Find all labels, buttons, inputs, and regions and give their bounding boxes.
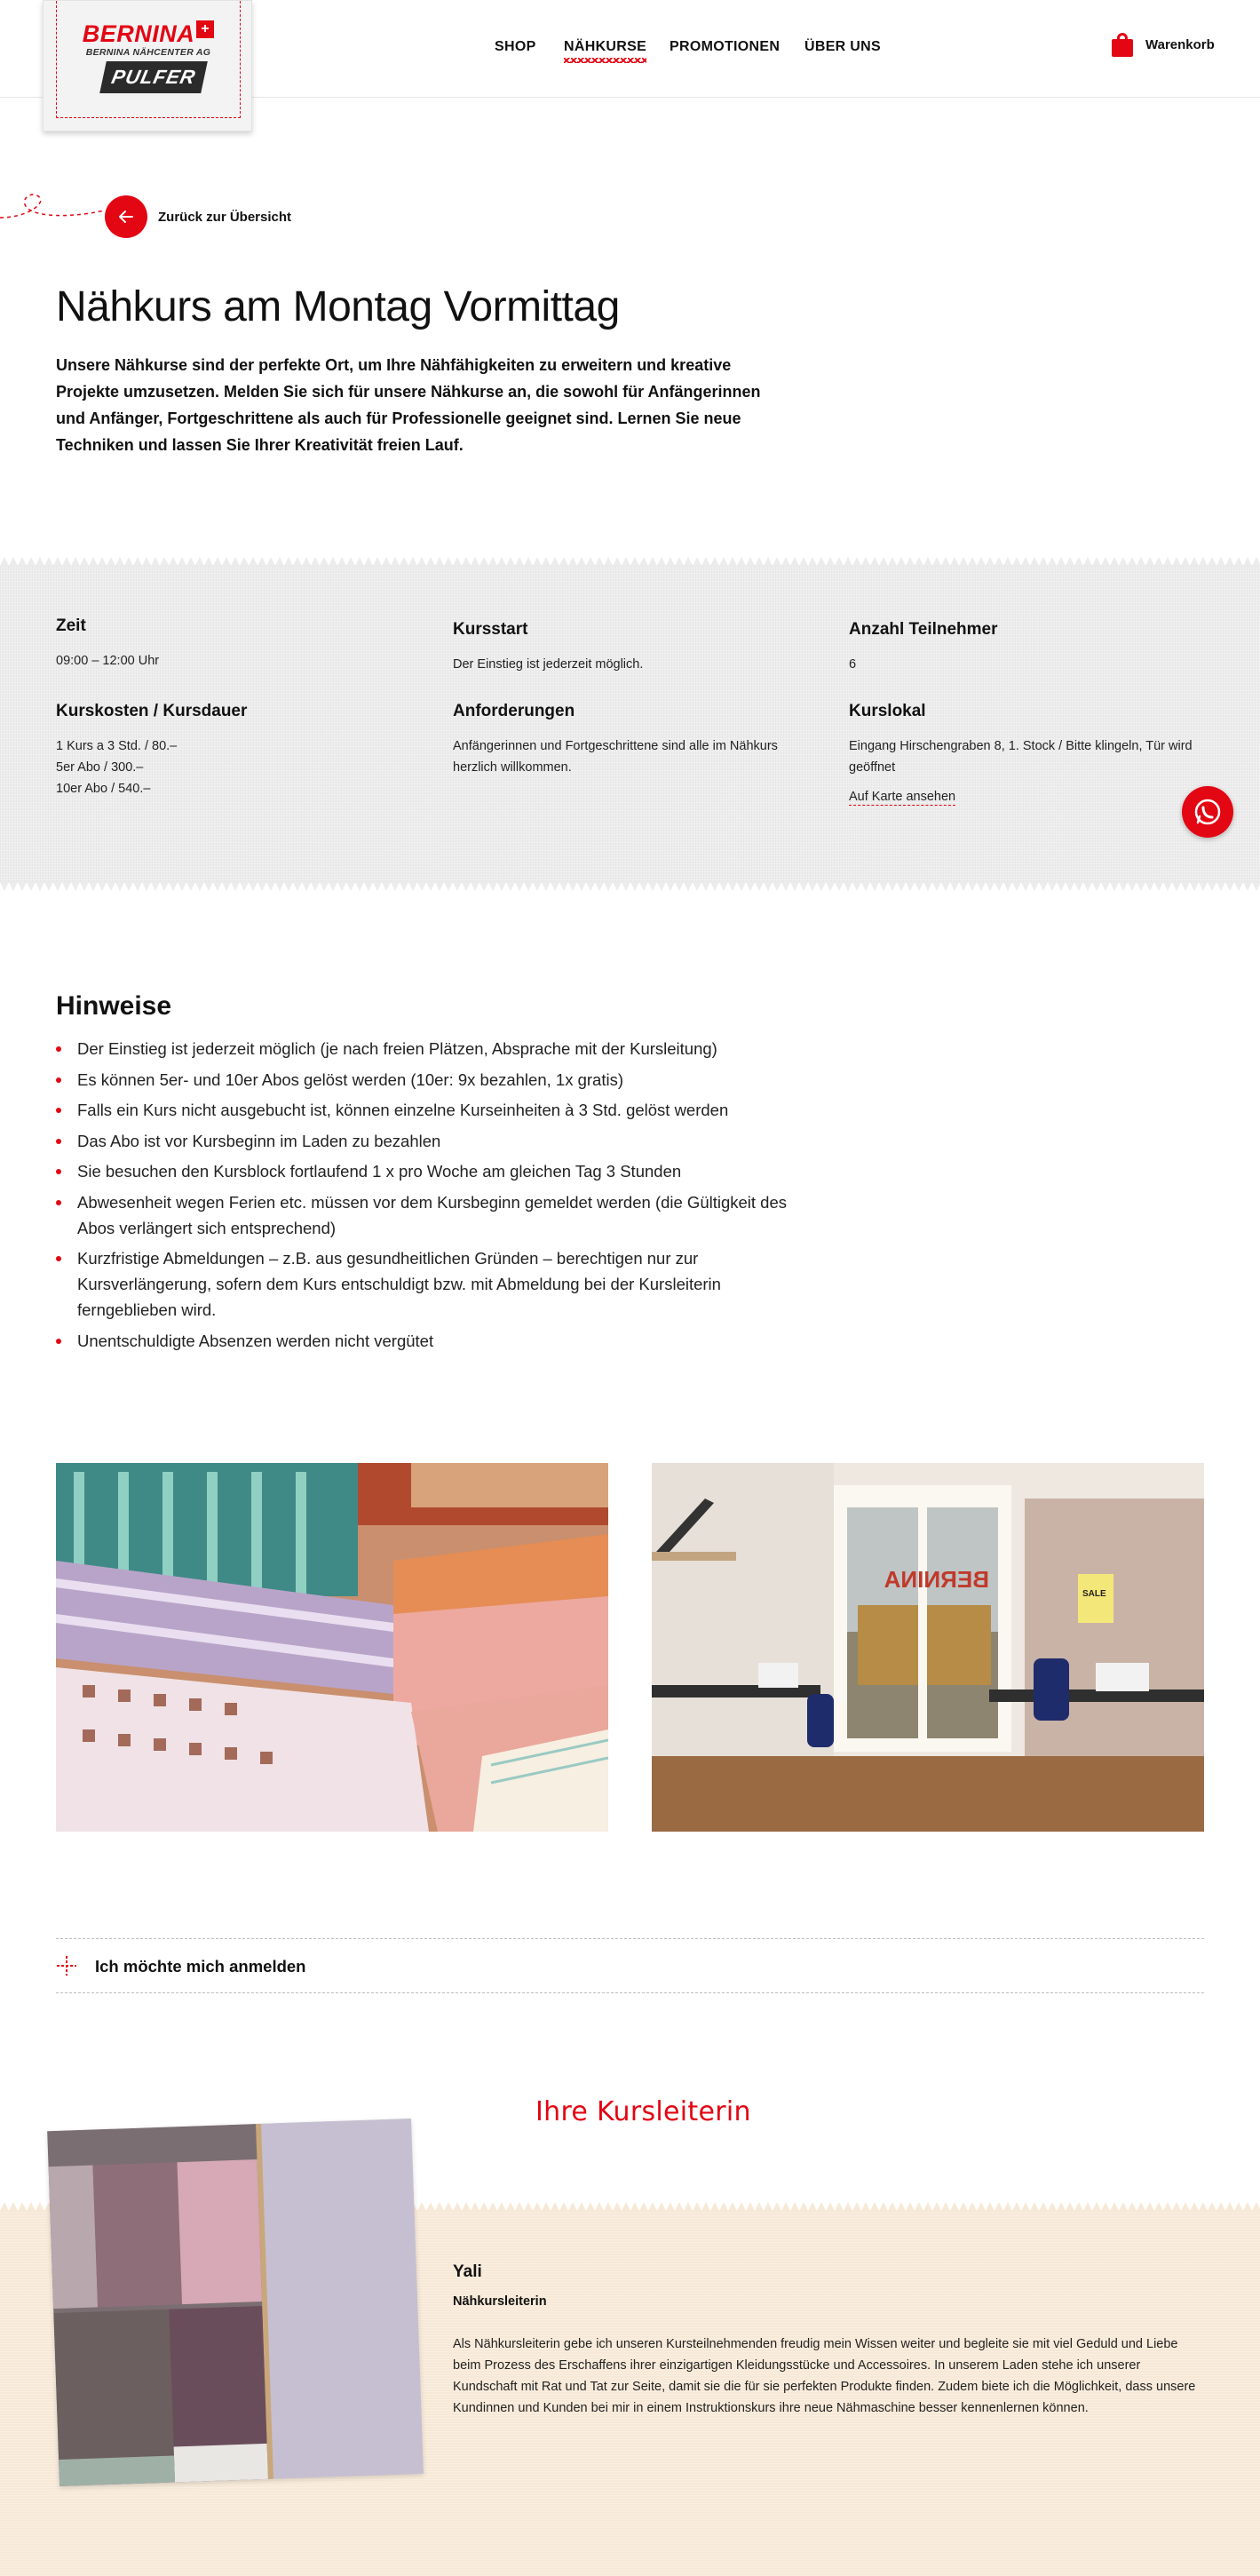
info-kosten-line: 1 Kurs a 3 Std. / 80.– [56, 739, 178, 753]
list-item: Das Abo ist vor Kursbeginn im Laden zu bezahlen [56, 1128, 811, 1154]
whatsapp-icon [1182, 786, 1233, 838]
info-anforderungen-label: Anforderungen [453, 702, 575, 720]
course-info-band [0, 565, 1260, 883]
info-kosten-line: 5er Abo / 300.– [56, 760, 144, 775]
instructor-name: Yali [453, 2262, 482, 2281]
nav-promotionen-label: PROMOTIONEN [670, 39, 781, 54]
map-link[interactable]: Auf Karte ansehen [849, 790, 956, 804]
info-anforderungen [453, 702, 817, 778]
list-item: Es können 5er- und 10er Abos gelöst werden (10er: 9x bezahlen, 1x gratis) [56, 1067, 811, 1093]
info-zeit-label: Zeit [56, 616, 86, 635]
nav-ueber-uns[interactable] [804, 39, 881, 55]
register-toggle[interactable] [56, 1938, 1204, 1993]
instructor-photo [47, 2119, 424, 2486]
nav-shop-label: SHOP [495, 39, 536, 54]
nav-naehkurse[interactable] [564, 39, 646, 63]
logo-sub: BERNINA NÄHCENTER AG [85, 47, 211, 58]
list-item: Abwesenheit wegen Ferien etc. müssen vor dem Kursbeginn gemeldet werden (die Gültigkeit des Abos verlängert sich entsprechend) [56, 1189, 811, 1241]
course-intro: Unsere Nähkurse sind der perfekte Ort, um Ihre Nähfähigkeiten zu erweitern und kreative Projekte umzusetzen. Melden Sie sich für unsere Nähkurse an, die sowohl für Anfängerinnen und Anfänger, Fortgeschrittene als auch für Professionelle geeignet sind. Lernen Sie neue Techniken und lassen Sie Ihrer Kreativität freien Lauf. [56, 356, 761, 454]
info-teilnehmer-value: 6 [849, 657, 857, 672]
info-teilnehmer [849, 620, 1204, 675]
page-title: Nähkurs am Montag Vormittag [56, 283, 620, 330]
info-kursstart-label: Kursstart [453, 620, 528, 639]
zigzag-bottom [0, 882, 1260, 893]
cart-button[interactable] [1112, 32, 1215, 57]
register-label: Ich möchte mich anmelden [95, 1957, 306, 1976]
logo-pulfer: PULFER [99, 61, 208, 93]
zigzag-top [0, 555, 1260, 566]
sale-sign-text: SALE [1082, 1589, 1106, 1599]
list-item: Falls ein Kurs nicht ausgebucht ist, können einzelne Kurseinheiten à 3 Std. gelöst werden [56, 1097, 811, 1123]
nav-promotionen[interactable] [670, 39, 780, 55]
site-header [0, 0, 1260, 98]
info-kosten-label: Kurskosten / Kursdauer [56, 702, 248, 720]
instructor-bio: Als Nähkursleiterin gebe ich unseren Kursteilnehmenden freudig mein Wissen weiter und begleite sie mit viel Geduld und Liebe beim Prozess des Erschaffens ihrer einzigartigen Kleidungsstücke und Accessoires. In unserem Laden stehe ich unserer Kundschaft mit Rat und Tat zur Seite, damit sie die für sie perfekten Produkte finden. Zudem biete ich die Möglichkeit, dass unsere Kundinnen und Kunden bei mir in einem Instruktionskurs ihre neue Nähmaschine besser kennenlernen können. [453, 2337, 1196, 2415]
classroom-image [652, 1463, 1204, 1832]
back-to-overview-link[interactable]: Zurück zur Übersicht [158, 210, 292, 225]
cart-label: Warenkorb [1145, 36, 1215, 52]
logo-frame [56, 1, 241, 118]
window-text: BERNINA [884, 1566, 989, 1593]
hinweise-list [56, 1036, 811, 1358]
info-kosten-line: 10er Abo / 540.– [56, 782, 151, 796]
hinweise-heading: Hinweise [56, 991, 172, 1021]
list-item: Sie besuchen den Kursblock fortlaufend 1 x pro Woche am gleichen Tag 3 Stunden [56, 1158, 811, 1184]
info-kursstart [453, 620, 808, 675]
info-zeit [56, 616, 393, 672]
info-kurslokal [849, 702, 1204, 805]
info-teilnehmer-label: Anzahl Teilnehmer [849, 620, 998, 639]
arrow-left-icon [115, 206, 137, 227]
nav-naehkurse-label: NÄHKURSE [564, 39, 646, 63]
info-kurslokal-value: Eingang Hirschengraben 8, 1. Stock / Bitte klingeln, Tür wird geöffnet [849, 739, 1193, 775]
swiss-cross-icon: + [196, 20, 214, 38]
shopping-bag-icon [1112, 32, 1133, 57]
nav-shop[interactable] [495, 39, 536, 55]
info-zeit-value: 09:00 – 12:00 Uhr [56, 654, 160, 668]
logo-brand [57, 20, 240, 48]
whatsapp-button[interactable] [1182, 786, 1233, 838]
back-arrow-button[interactable] [105, 195, 147, 238]
list-item: Der Einstieg ist jederzeit möglich (je nach freien Plätzen, Absprache mit der Kursleitung) [56, 1036, 811, 1061]
info-anforderungen-value: Anfängerinnen und Fortgeschrittene sind alle im Nähkurs herzlich willkommen. [453, 739, 778, 775]
instructor-section-title: Ihre Kursleiterin [535, 2096, 751, 2127]
info-kurslokal-label: Kurslokal [849, 702, 926, 720]
info-kursstart-value: Der Einstieg ist jederzeit möglich. [453, 657, 644, 672]
dashed-thread-decoration [0, 191, 115, 235]
info-kosten [56, 702, 393, 799]
fabric-stack-image [56, 1463, 608, 1832]
plus-dashed-icon [56, 1955, 77, 1976]
logo-brand-text: BERNINA [82, 20, 195, 47]
list-item: Unentschuldigte Absenzen werden nicht vergütet [56, 1328, 811, 1354]
nav-ueber-uns-label: ÜBER UNS [804, 39, 881, 54]
logo[interactable] [43, 0, 252, 131]
list-item: Kurzfristige Abmeldungen – z.B. aus gesundheitlichen Gründen – berechtigen nur zur Kursverlängerung, sofern dem Kurs entschuldigt bzw. mit Abmeldung bei der Kursleiterin ferngeblieben wird. [56, 1245, 811, 1323]
instructor-role: Nähkursleiterin [453, 2294, 547, 2309]
